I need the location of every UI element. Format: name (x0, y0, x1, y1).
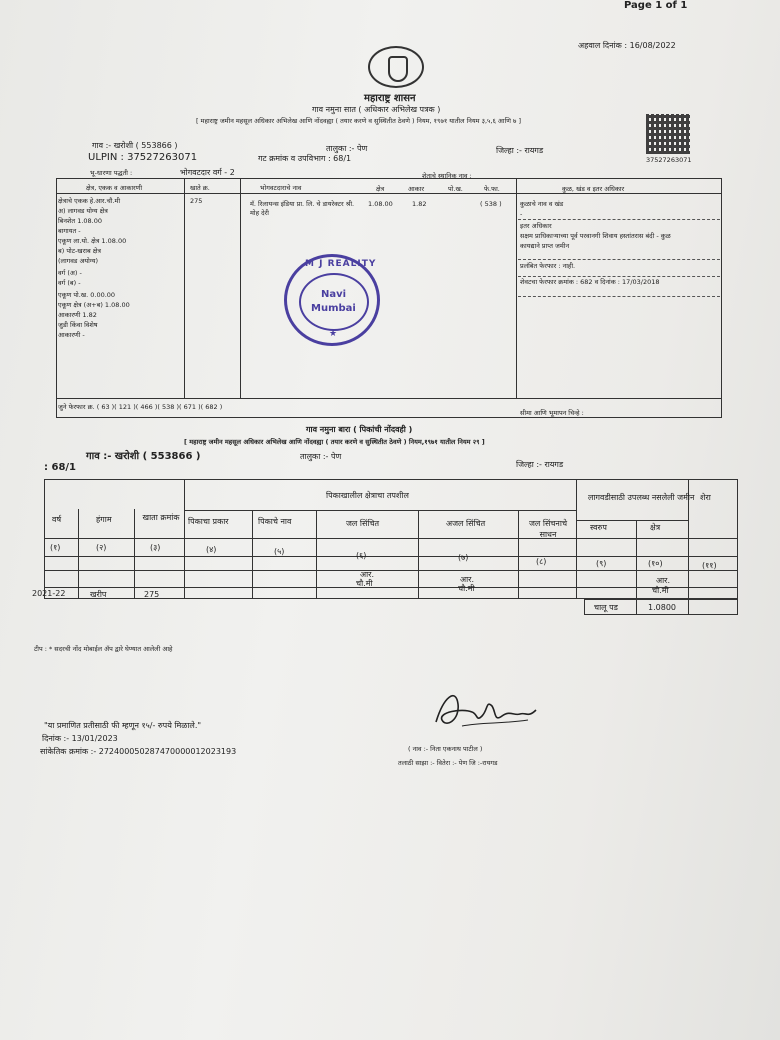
area-row: जुडी किंवा विशेष (58, 321, 98, 329)
col-akar: आकार (408, 185, 424, 193)
col-num: (४) (206, 545, 217, 554)
report-date: अहवाल दिनांक : 16/08/2022 (578, 41, 676, 50)
col-nature: स्वरुप (590, 523, 607, 532)
area-row: बागायत - (58, 227, 81, 235)
s7-ulpin: ULPIN : 37527263071 (88, 152, 198, 163)
issue-date: दिनांक :- 13/01/2023 (42, 734, 118, 743)
govt-title: महाराष्ट्र शासन (364, 93, 416, 104)
unit-are: आर. (460, 575, 474, 584)
signature-icon (432, 686, 542, 734)
holder-name: मॅ. रिलायन्स इंडिया प्रा. लि. चे डायरेक्टर श्री. (250, 200, 355, 208)
col-num: (८) (536, 557, 547, 566)
col-num: (२) (96, 543, 107, 552)
s12-rule: [ महाराष्ट्र जमीन महसूल अधिकार अभिलेख आणि नोंदवह्या ( तयार करणे व सुस्थितीत ठेवणे ) नियम,१९७१ यातील नियम २९ ] (184, 438, 485, 446)
s7-holder-class: भोगवटदार वर्ग - 2 (180, 168, 235, 177)
s7-local-name: शेताचे स्थानिक नाव : (422, 172, 472, 180)
s7-taluka: तालुका :- पेण (326, 144, 368, 153)
col-num: (६) (356, 551, 367, 560)
holder-mutation: ( 538 ) (480, 200, 502, 208)
qr-code-icon (646, 114, 690, 154)
form-title: गाव नमुना सात ( अधिकार अभिलेख पत्रक ) (312, 105, 441, 114)
col-irrigation-source: जल सिंचनाचे साधन (528, 519, 568, 539)
rights-details (520, 199, 720, 288)
area-row: ब) पोट-खराब क्षेत्र (58, 247, 101, 255)
col-crop-name: पिकाचे नाव (258, 517, 292, 526)
area-row: आकारणी - (58, 331, 85, 339)
area-row: (लागवड अयोग्य) (58, 257, 98, 265)
rights-row: सक्षम प्राधिकाऱ्याच्या पूर्व परवानगी शिवाय हस्तांतरास बंदी - कुळ (520, 232, 671, 240)
col-account: खाता क्रमांक (142, 513, 180, 522)
area-row: एकूण ला.यो. क्षेत्र 1.08.00 (58, 237, 127, 245)
page-number: Page 1 of 1 (624, 0, 688, 11)
mj-reality-stamp (284, 254, 380, 346)
col-num: (५) (274, 547, 285, 556)
sajja-info: तलाठी साझा :- वितेरा :- पेण जि :-रायगड (398, 759, 498, 767)
unit-are: आर. (360, 570, 374, 579)
qr-number: 37527263071 (646, 156, 692, 164)
s7-district: जिल्हा :- रायगड (496, 146, 544, 155)
s7-survey: गट क्रमांक व उपविभाग : 68/1 (258, 154, 352, 163)
old-mutations: जुने फेरफार क्र. ( 63 )( 121 )( 466 )( 538 )( 671 )( 682 ) (58, 403, 223, 411)
holder-name-2: मोह देरी (250, 209, 269, 217)
rule-text: [ महाराष्ट्र जमीन महसूल अधिकार अभिलेख आणि नोंदवह्या ( तयार करणे व सुस्थितीत ठेवणे ) नियम, १९७१ यातील नियम ३,५,६ आणि ७ ] (196, 117, 522, 125)
col-fafa: फे.फा. (484, 185, 500, 193)
rights-row: - (520, 210, 523, 218)
col-irrigated: जल सिंचित (346, 519, 380, 528)
rights-row: इतर अधिकार (520, 222, 552, 230)
col-crop-type: पिकाचा प्रकार (188, 517, 229, 526)
area-details (58, 196, 182, 340)
area-row: एकूण पो.ख. 0.00.00 (58, 291, 116, 299)
row-fallow-area: 1.0800 (648, 603, 676, 612)
s12-taluka: तालुका :- पेण (300, 452, 342, 461)
col-unirrigated: अजल सिंचित (446, 519, 486, 528)
col-num: (३) (150, 543, 161, 552)
stamp-line-1: Navi (321, 289, 347, 300)
col-num: (९) (596, 559, 607, 568)
govt-emblem-icon (368, 46, 424, 88)
col-rights: कुळ, खंड व इतर अधिकार (562, 185, 625, 193)
rights-row: कुळाचे नाव व खंड (520, 200, 564, 208)
header-crop-area: पिकाखालील क्षेत्राचा तपशील (326, 491, 409, 500)
header-remark: शेरा (700, 493, 711, 502)
area-row: वर्ग (अ) - (58, 269, 82, 277)
account-number: 275 (190, 197, 203, 205)
col-area: क्षेत्र (650, 523, 661, 532)
rights-row: प्रलंबित फेरफार : नाही. (520, 262, 576, 270)
boundary-marks: सीमा आणि भूमापन चिन्हे : (520, 409, 584, 417)
area-row: अ) लागवड योग्य क्षेत्र (58, 207, 108, 215)
unit-sqm: चौ.मी (356, 579, 373, 588)
unit-are: आर. (656, 576, 670, 585)
star-icon: ★ (329, 329, 338, 339)
fee-text: "या प्रमाणित प्रतीसाठी फी म्हणून १५/- रुपये मिळाले." (44, 721, 202, 730)
s12-district: जिल्हा :- रायगड (516, 460, 564, 469)
col-year: वर्ष (52, 515, 62, 524)
s12-survey: : 68/1 (44, 462, 77, 473)
row-year: 2021-22 (32, 589, 66, 598)
unit-sqm: चौ.मी (652, 586, 669, 595)
col-num: (१०) (648, 559, 663, 568)
area-row: बिनशेत 1.08.00 (58, 217, 103, 225)
rights-row: शेवटचा फेरफार क्रमांक : 682 व दिनांक : 17/03/2018 (520, 278, 660, 286)
row-season: खरीप (90, 590, 107, 599)
col-area: क्षेत्र, एकक व आकारणी (86, 184, 143, 192)
holder-area: 1.08.00 (368, 200, 393, 208)
rights-row: कायद्याने प्राप्त जमीन (520, 242, 570, 250)
col-num: (७) (458, 553, 469, 562)
col-account: खाते क्र. (190, 184, 210, 192)
s12-village: गाव :- खरोशी ( 553866 ) (86, 451, 201, 462)
area-row: वर्ग (ब) - (58, 279, 81, 287)
code-number: सांकेतिक क्रमांक :- 272400050287470000012023193 (40, 747, 237, 756)
s7-tenure: भू-धारणा पद्धती : (90, 169, 133, 177)
stamp-line-2: Mumbai (311, 303, 356, 314)
col-num: (१) (50, 543, 61, 552)
s12-title: गाव नमुना बारा ( पिकांची नोंदवही ) (306, 425, 413, 434)
stamp-top-text: M J REALITY (305, 259, 377, 269)
col-num: (११) (702, 561, 717, 570)
area-row: क्षेत्राचे एकक हे.आर.चौ.मी (58, 197, 121, 205)
unit-sqm: चौ.मी (458, 584, 475, 593)
area-row: एकूण क्षेत्र (अ+ब) 1.08.00 (58, 301, 130, 309)
officer-name: ( नाव :- निता एकनाथ पाटील ) (408, 745, 483, 753)
col-kshetra: क्षेत्र (376, 185, 385, 193)
holder-akar: 1.82 (412, 200, 427, 208)
header-uncultivable: लागवडीसाठी उपलब्ध नसलेली जमीन (588, 493, 695, 502)
col-holder: भोगवटदाराचे नाव (260, 184, 302, 192)
col-pokh: पो.ख. (448, 185, 463, 193)
area-row: आकारणी 1.82 (58, 311, 97, 319)
col-season: हंगाम (96, 515, 112, 524)
row-account: 275 (144, 590, 160, 599)
footer-note: टीप : * सदरची नोंद मोबाईल ॲप द्वारे घेण्यात आलेली आहे (34, 645, 173, 653)
s7-village: गाव :- खरोशी ( 553866 ) (92, 141, 178, 150)
row-fallow: चालू पड (594, 603, 618, 612)
